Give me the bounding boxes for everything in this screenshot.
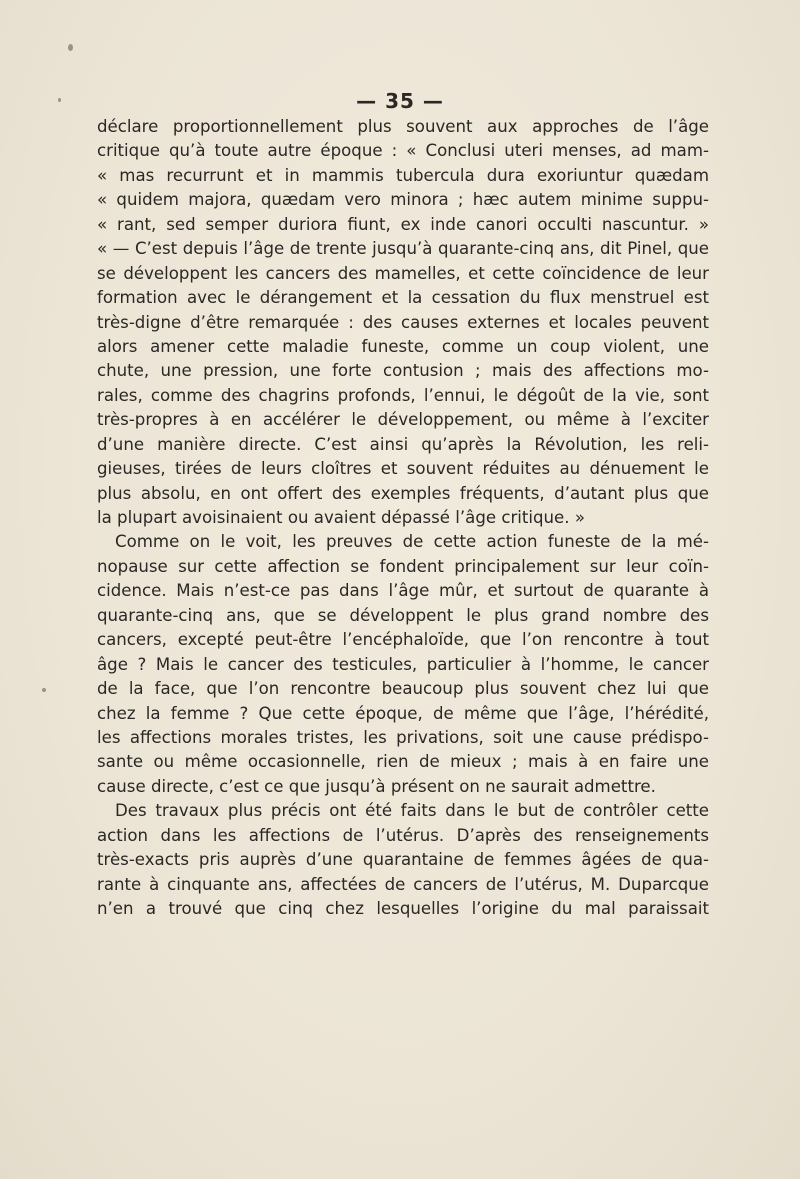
text-line: formation avec le dérangement et la cessation du flux menstruel est: [97, 288, 709, 308]
text-line: « quidem majora, quædam vero minora ; hæc autem minime suppu-: [97, 190, 709, 210]
text-line: la plupart avoisinaient ou avaient dépassé l’âge critique. »: [97, 508, 585, 527]
text-line: critique qu’à toute autre époque : « Conclusi uteri menses, ad mam-: [97, 141, 709, 161]
text-line: très-propres à en accélérer le développement, ou même à l’exciter: [97, 410, 709, 430]
text-line: Comme on le voit, les preuves de cette action funeste de la mé-: [115, 532, 709, 552]
text-line: n’en a trouvé que cinq chez lesquelles l’origine du mal paraissait: [97, 899, 709, 918]
ink-spot: [42, 688, 46, 692]
body-text: [97, 115, 709, 921]
text-line: très-digne d’être remarquée : des causes externes et locales peuvent: [97, 312, 709, 332]
text-line: plus absolu, en ont offert des exemples fréquents, d’autant plus que: [97, 483, 709, 503]
text-line: « rant, sed semper duriora fiunt, ex inde canori occulti nascuntur. »: [97, 214, 709, 234]
text-line: cancers, excepté peut-être l’encéphaloïde, que l’on rencontre à tout: [97, 630, 709, 650]
text-line: gieuses, tirées de leurs cloîtres et souvent réduites au dénuement le: [97, 459, 709, 479]
text-line: chute, une pression, une forte contusion ; mais des affections mo-: [97, 361, 709, 381]
text-line: les affections morales tristes, les privations, soit une cause prédispo-: [97, 727, 709, 747]
text-line: cidence. Mais n’est-ce pas dans l’âge mûr, et surtout de quarante à: [97, 581, 709, 601]
text-line: nopause sur cette affection se fondent principalement sur leur coïn-: [97, 556, 709, 576]
text-line: « mas recurrunt et in mammis tubercula dura exoriuntur quædam: [97, 165, 709, 185]
text-line: âge ? Mais le cancer des testicules, particulier à l’homme, le cancer: [97, 654, 709, 674]
text-line: rales, comme des chagrins profonds, l’ennui, le dégoût de la vie, sont: [97, 385, 709, 405]
text-line: chez la femme ? Que cette époque, de même que l’âge, l’hérédité,: [97, 703, 709, 723]
ink-spot: [68, 44, 73, 51]
text-line: très-exacts pris auprès d’une quarantaine de femmes âgées de qua-: [97, 850, 709, 870]
text-line: Des travaux plus précis ont été faits dans le but de contrôler cette: [115, 801, 709, 821]
page-number: — 35 —: [356, 89, 444, 113]
text-line: de la face, que l’on rencontre beaucoup plus souvent chez lui que: [97, 679, 709, 699]
text-line: déclare proportionnellement plus souvent aux approches de l’âge: [97, 117, 709, 136]
text-line: d’une manière directe. C’est ainsi qu’après la Révolution, les reli-: [97, 434, 709, 454]
text-line: cause directe, c’est ce que jusqu’à présent on ne saurait admettre.: [97, 776, 656, 796]
text-line: rante à cinquante ans, affectées de cancers de l’utérus, M. Duparcque: [97, 874, 709, 894]
text-line: sante ou même occasionnelle, rien de mieux ; mais à en faire une: [97, 752, 709, 772]
text-line: quarante-cinq ans, que se développent le plus grand nombre des: [97, 605, 709, 625]
text-line: se développent les cancers des mamelles, et cette coïncidence de leur: [97, 263, 709, 283]
text-line: « — C’est depuis l’âge de trente jusqu’à quarante-cinq ans, dit Pinel, que: [97, 239, 709, 259]
text-line: action dans les affections de l’utérus. D’après des renseignements: [97, 825, 709, 845]
text-line: alors amener cette maladie funeste, comme un coup violent, une: [97, 336, 709, 356]
